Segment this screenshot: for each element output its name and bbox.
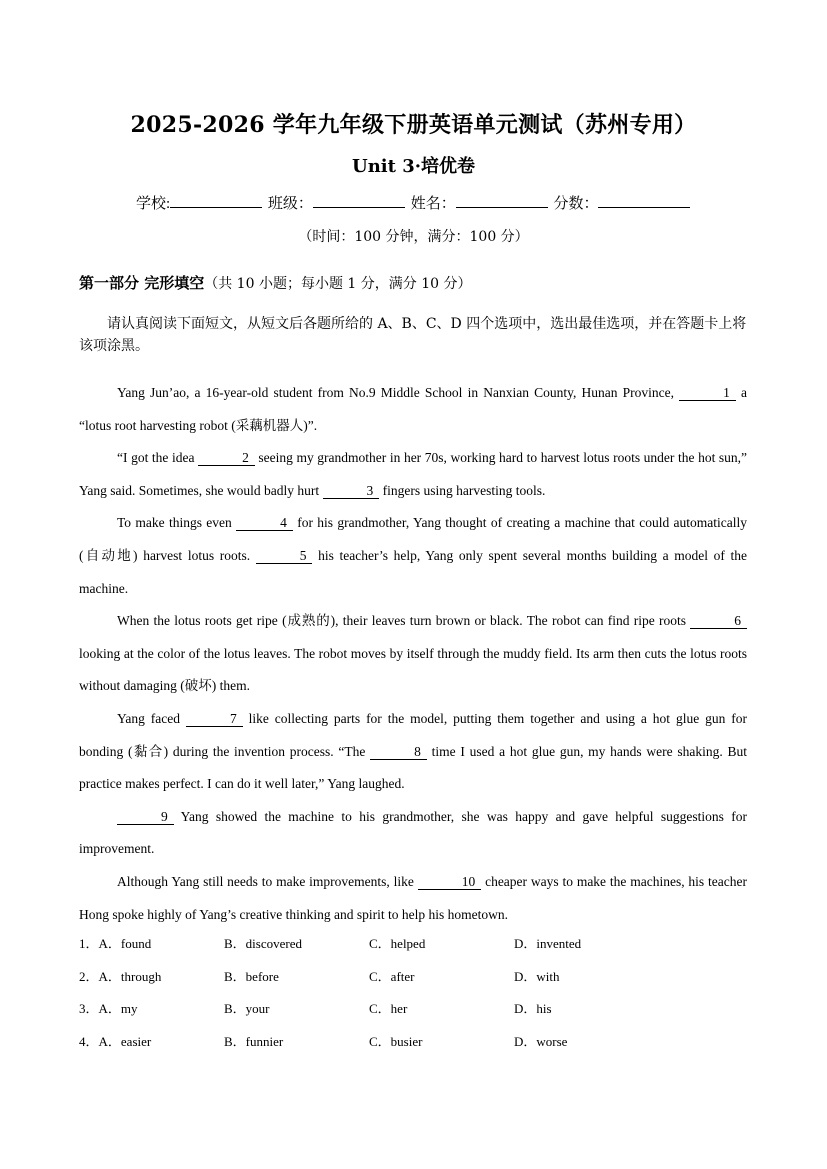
- passage-text: Yang Jun’ao, a 16-year-old student from No.9 Middle School in Nanxian County, Hunan Province,: [117, 385, 674, 400]
- passage-text: time I used a hot glue gun, my hands were shaking. But practice makes perfect. I can do it well later,” Yang laughed.: [79, 743, 748, 792]
- question-options-row: [79, 965, 634, 998]
- exam-title: 2025-2026 学年九年级下册英语单元测试（苏州专用）: [130, 112, 697, 138]
- question-options-row: [79, 932, 634, 965]
- option-c[interactable]: C．busier: [369, 1033, 423, 1049]
- passage-text: a “lotus root harvesting robot (采藕机器人)”.: [79, 385, 747, 433]
- option-c[interactable]: C．helped: [369, 936, 426, 951]
- question-number: 3．: [79, 1001, 99, 1016]
- school-label: 学校:: [136, 196, 171, 212]
- passage-text: Yang faced: [117, 710, 181, 726]
- answer-options: [79, 932, 634, 1062]
- passage-paragraph: [79, 507, 747, 605]
- question-number: 2．: [79, 968, 99, 984]
- section-note: （共 10 小题；每小题 1 分，满分 10 分）: [204, 276, 472, 292]
- option-b[interactable]: B．before: [224, 968, 279, 984]
- class-label: 班级：: [267, 196, 313, 212]
- option-d[interactable]: D．with: [514, 968, 560, 984]
- option-b[interactable]: B．discovered: [224, 936, 302, 951]
- name-label: 姓名：: [410, 196, 456, 212]
- passage-paragraph: [79, 377, 747, 442]
- passage-text: fingers using harvesting tools.: [382, 482, 546, 498]
- score-blank[interactable]: [598, 193, 690, 208]
- school-blank[interactable]: [170, 193, 262, 208]
- passage-text: When the lotus roots get ripe (成熟的), their leaves turn brown or black. The robot can find ripe roots: [117, 613, 686, 629]
- blank-1[interactable]: 1: [679, 386, 736, 401]
- option-d[interactable]: D．his: [514, 1001, 552, 1016]
- passage-text: looking at the color of the lotus leaves. The robot moves by itself through the muddy field. Its arm then cuts the lotus roots without damaging (破坏) them.: [79, 645, 747, 694]
- passage-text: like collecting parts for the model, putting them together and using a hot glue gun for bonding (黏合) during the invention process. “The: [79, 710, 748, 759]
- blank-10[interactable]: 10: [418, 875, 482, 890]
- option-d[interactable]: D．worse: [514, 1033, 568, 1049]
- passage-text: “I got the idea: [117, 450, 195, 466]
- blank-7[interactable]: 7: [186, 712, 243, 727]
- time-info: （时间：100 分钟，满分：100 分）: [298, 229, 529, 245]
- passage-paragraph: [79, 442, 747, 507]
- blank-5[interactable]: 5: [256, 549, 313, 564]
- option-b[interactable]: B．funnier: [224, 1033, 284, 1049]
- option-b[interactable]: B．your: [224, 1001, 270, 1016]
- section-title: 第一部分 完形填空: [79, 274, 205, 292]
- passage-paragraph: [79, 801, 747, 866]
- student-info-fields: [136, 192, 692, 213]
- exam-subtitle: Unit 3·培优卷: [352, 156, 475, 177]
- section-heading: [79, 272, 471, 293]
- blank-6[interactable]: 6: [690, 614, 747, 629]
- blank-8[interactable]: 8: [370, 745, 427, 760]
- passage-paragraph: [79, 605, 747, 703]
- passage-paragraph: [79, 866, 747, 931]
- question-number: 1．: [79, 936, 99, 951]
- passage-text: Yang showed the machine to his grandmother, she was happy and gave helpful suggestions for improvement.: [79, 808, 747, 857]
- question-options-row: [79, 1030, 634, 1063]
- passage-text: cheaper ways to make the machines, his teacher Hong spoke highly of Yang’s creative thinking and spirit to help his hometown.: [79, 873, 747, 922]
- passage-text: for his grandmother, Yang thought of creating a machine that could automatically (自动地) harvest lotus roots.: [79, 515, 748, 563]
- option-a[interactable]: A．my: [98, 1001, 138, 1016]
- question-number: 4．: [79, 1033, 99, 1049]
- passage-text: seeing my grandmother in her 70s, working hard to harvest lotus roots under the hot sun,” Yang said. Sometimes, she would badly hurt: [79, 450, 748, 498]
- class-blank[interactable]: [313, 193, 405, 208]
- passage-paragraph: [79, 703, 747, 801]
- option-d[interactable]: D．invented: [514, 936, 582, 951]
- option-a[interactable]: A．through: [98, 968, 162, 984]
- blank-4[interactable]: 4: [236, 516, 293, 531]
- passage-text: Although Yang still needs to make improvements, like: [117, 873, 414, 889]
- cloze-passage: [79, 377, 747, 931]
- score-label: 分数：: [553, 196, 599, 212]
- option-c[interactable]: C．her: [369, 1001, 408, 1016]
- blank-2[interactable]: 2: [198, 451, 255, 466]
- option-a[interactable]: A．easier: [98, 1033, 152, 1049]
- option-a[interactable]: A．found: [98, 936, 152, 951]
- passage-text: his teacher’s help, Yang only spent several months building a model of the machine.: [79, 547, 747, 596]
- section-instruction: 请认真阅读下面短文，从短文后各题所给的 A、B、C、D 四个选项中，选出最佳选项，并在答题卡上将该项涂黑。: [79, 316, 747, 354]
- blank-3[interactable]: 3: [323, 484, 380, 499]
- option-c[interactable]: C．after: [369, 968, 415, 984]
- name-blank[interactable]: [456, 193, 548, 208]
- question-options-row: [79, 997, 634, 1030]
- blank-9[interactable]: 9: [117, 810, 174, 825]
- passage-text: To make things even: [117, 515, 232, 531]
